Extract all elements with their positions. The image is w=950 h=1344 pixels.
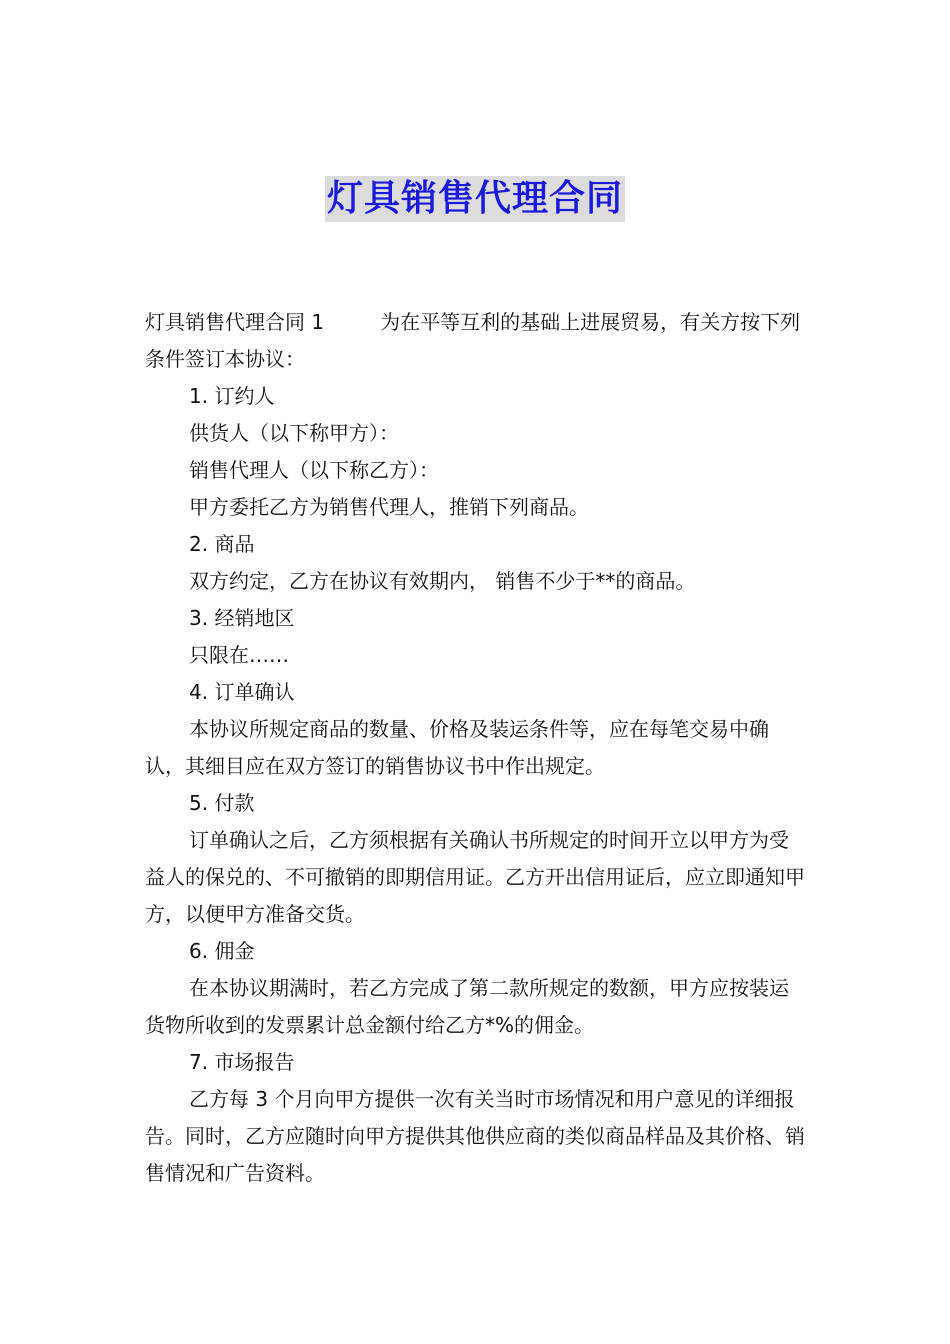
document-body <box>145 304 807 1192</box>
section-7-text: 乙方每 3 个月向甲方提供一次有关当时市场情况和用户意见的详细报告。同时，乙方应随时向甲方提供其他供应商的类似商品样品及其价格、销售情况和广告资料。 <box>145 1087 805 1185</box>
section-6-heading: 6. 佣金 <box>189 939 255 963</box>
intro-lead: 灯具销售代理合同 1 <box>145 310 325 334</box>
section-5-text: 订单确认之后，乙方须根据有关确认书所规定的时间开立以甲方为受益人的保兑的、不可撤销的即期信用证。乙方开出信用证后，应立即通知甲方，以便甲方准备交货。 <box>145 828 805 926</box>
section-3-text: 只限在…… <box>189 643 289 667</box>
section-2-text: 双方约定，乙方在协议有效期内， 销售不少于**的商品。 <box>189 569 696 593</box>
intro-text: 为在平等互利的基础上进展贸易，有关方按下列条件签订本协议： <box>145 310 801 371</box>
section-5-heading: 5. 付款 <box>189 791 255 815</box>
section-2-heading: 2. 商品 <box>189 532 255 556</box>
document-title: 灯具销售代理合同 <box>325 176 625 222</box>
section-1-supplier: 供货人（以下称甲方）： <box>189 421 399 445</box>
section-1-heading: 1. 订约人 <box>189 384 275 408</box>
section-4-text: 本协议所规定商品的数量、价格及装运条件等，应在每笔交易中确认，其细目应在双方签订的销售协议书中作出规定。 <box>145 717 769 778</box>
title-container <box>0 176 950 222</box>
section-3-heading: 3. 经销地区 <box>189 606 295 630</box>
section-7-heading: 7. 市场报告 <box>189 1050 295 1074</box>
section-1-agent: 销售代理人（以下称乙方）： <box>189 458 439 482</box>
section-6-text: 在本协议期满时，若乙方完成了第二款所规定的数额，甲方应按装运货物所收到的发票累计总金额付给乙方*%的佣金。 <box>145 976 789 1037</box>
section-4-heading: 4. 订单确认 <box>189 680 295 704</box>
section-1-entrust: 甲方委托乙方为销售代理人，推销下列商品。 <box>189 495 589 519</box>
intro-paragraph <box>145 304 807 378</box>
